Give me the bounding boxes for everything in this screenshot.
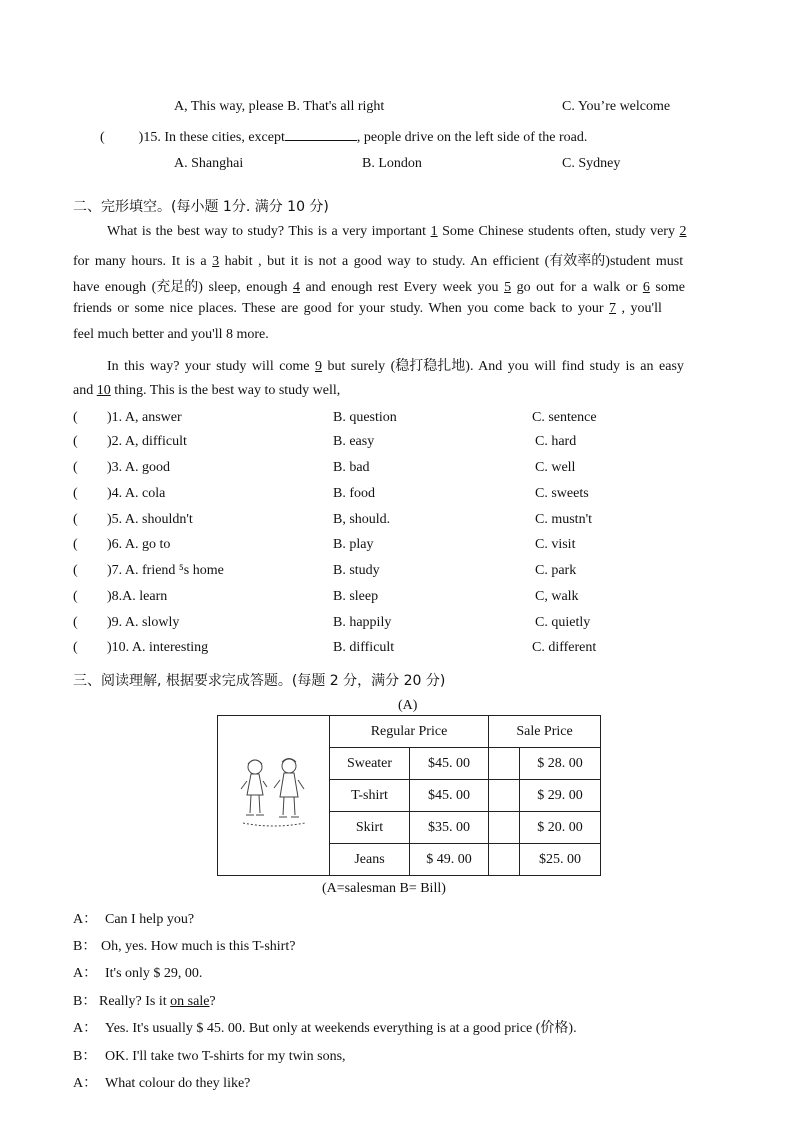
- answer-paren[interactable]: (: [73, 615, 78, 630]
- answer-paren[interactable]: (: [73, 640, 78, 655]
- answer-paren-open: (: [100, 130, 105, 145]
- cloze-question-9: ( )9. A. slowly B. happily C. quietly: [73, 615, 591, 630]
- passage-line-3: have enough (充足的) sleep, enough 4 and enough rest Every week you 5 go out for a walk or 6 some: [73, 280, 685, 295]
- dialog-line: A： Yes. It's usually $ 45. 00. But only at weekends everything is at a good price (价格).: [73, 1017, 577, 1037]
- table-row: T-shirt $45. 00 $ 29. 00: [218, 780, 601, 812]
- q15-fill-blank[interactable]: [285, 128, 357, 141]
- cloze-question-3: ( )3. A. good B. bad C. well: [73, 460, 576, 475]
- speaker: B：: [73, 994, 97, 1009]
- answer-paren[interactable]: (: [73, 563, 78, 578]
- cloze-question-7: ( )7. A. friend ⁵s home B. study C. park: [73, 563, 577, 578]
- table-row: Sweater $45. 00 $ 28. 00: [218, 748, 601, 780]
- blank-number: 10: [96, 383, 111, 398]
- q15-question: [100, 128, 587, 146]
- q15-option-b: B. London: [362, 156, 422, 171]
- answer-paren[interactable]: (: [73, 434, 78, 449]
- answer-paren[interactable]: (: [73, 410, 78, 425]
- price-table: [217, 715, 601, 876]
- q15-option-a: A. Shanghai: [174, 156, 244, 171]
- q14-option-c: C. You’re welcome: [562, 99, 671, 114]
- dialog-legend: (A=salesman B= Bill): [322, 881, 446, 896]
- q14-options-ab: A, This way, please B. That's all right: [174, 99, 385, 114]
- answer-paren[interactable]: (: [73, 486, 78, 501]
- children-clothes-icon: [229, 753, 319, 833]
- section3-heading: 三、阅读理解, 根据要求完成答题。(每题 2 分，满分 20 分): [73, 673, 446, 689]
- speaker: B：: [73, 1049, 97, 1064]
- answer-paren-close: ): [138, 130, 144, 145]
- passage-line-4: friends or some nice places. These are good for your study. When you come back to your 7 , you'll: [73, 301, 662, 316]
- q15-text-after: , people drive on the left side of the road.: [356, 130, 588, 145]
- blank-number: 5: [504, 280, 512, 295]
- passage-line-5: feel much better and you'll 8 more.: [73, 327, 269, 342]
- blank-number: 4: [292, 280, 300, 295]
- speaker: A：: [73, 1021, 98, 1036]
- section2-heading: 二、完形填空。(每小题 1分. 满分 10 分): [73, 199, 329, 215]
- q15-text-before: 15. In these cities, except: [143, 130, 285, 145]
- answer-paren[interactable]: (: [73, 589, 78, 604]
- cloze-question-5: ( )5. A. shouldn't B, should. C. mustn't: [73, 512, 592, 527]
- cloze-question-4: ( )4. A. cola B. food C. sweets: [73, 486, 589, 501]
- part-label: (A): [398, 698, 418, 713]
- cloze-question-6: ( )6. A. go to B. play C. visit: [73, 537, 576, 552]
- q15-option-c: C. Sydney: [562, 156, 621, 171]
- blank-number: 9: [315, 359, 323, 374]
- dialog-line: A： What colour do they like?: [73, 1072, 250, 1092]
- passage-line-7: and 10 thing. This is the best way to study well,: [73, 383, 341, 398]
- cloze-question-8: ( )8.A. learn B. sleep C, walk: [73, 589, 579, 604]
- dialog-line: A： Can I help you?: [73, 908, 194, 928]
- dialog-line: B： OK. I'll take two T-shirts for my twin sons,: [73, 1045, 346, 1065]
- dialog-line: B： Oh, yes. How much is this T-shirt?: [73, 935, 295, 955]
- header-regular-price: Regular Price: [330, 716, 489, 748]
- passage-line-1: What is the best way to study? This is a very important 1 Some Chinese students often, study very 2: [107, 224, 687, 239]
- passage-line-6: In this way? your study will come 9 but surely (稳打稳扎地). And you will find study is an easy: [107, 359, 684, 374]
- speaker: A：: [73, 912, 98, 927]
- cloze-question-1: ( )1. A, answer B. question C. sentence: [73, 410, 597, 425]
- speaker: A：: [73, 1076, 98, 1091]
- table-row: Skirt $35. 00 $ 20. 00: [218, 812, 601, 844]
- answer-paren[interactable]: (: [73, 537, 78, 552]
- speaker: B：: [73, 939, 97, 954]
- blank-number: 3: [212, 254, 220, 269]
- cloze-question-2: ( )2. A, difficult B. easy C. hard: [73, 434, 577, 449]
- table-row: Jeans $ 49. 00 $25. 00: [218, 844, 601, 876]
- header-sale-price: Sale Price: [489, 716, 601, 748]
- answer-paren[interactable]: (: [73, 512, 78, 527]
- dialog-line: A： It's only $ 29, 00.: [73, 962, 202, 982]
- passage-line-2: for many hours. It is a 3 habit , but it is not a good way to study. An efficient (有效率的)student must: [73, 254, 684, 269]
- blank-number: 1: [430, 224, 438, 239]
- dialog-line: B： Really? Is it on sale?: [73, 990, 216, 1010]
- blank-number: 2: [679, 224, 687, 239]
- speaker: A：: [73, 966, 98, 981]
- answer-paren[interactable]: (: [73, 460, 78, 475]
- blank-number: 7: [609, 301, 617, 316]
- kids-illustration: [218, 716, 330, 876]
- blank-number: 6: [642, 280, 650, 295]
- cloze-question-10: ( )10. A. interesting B. difficult C. different: [73, 640, 597, 655]
